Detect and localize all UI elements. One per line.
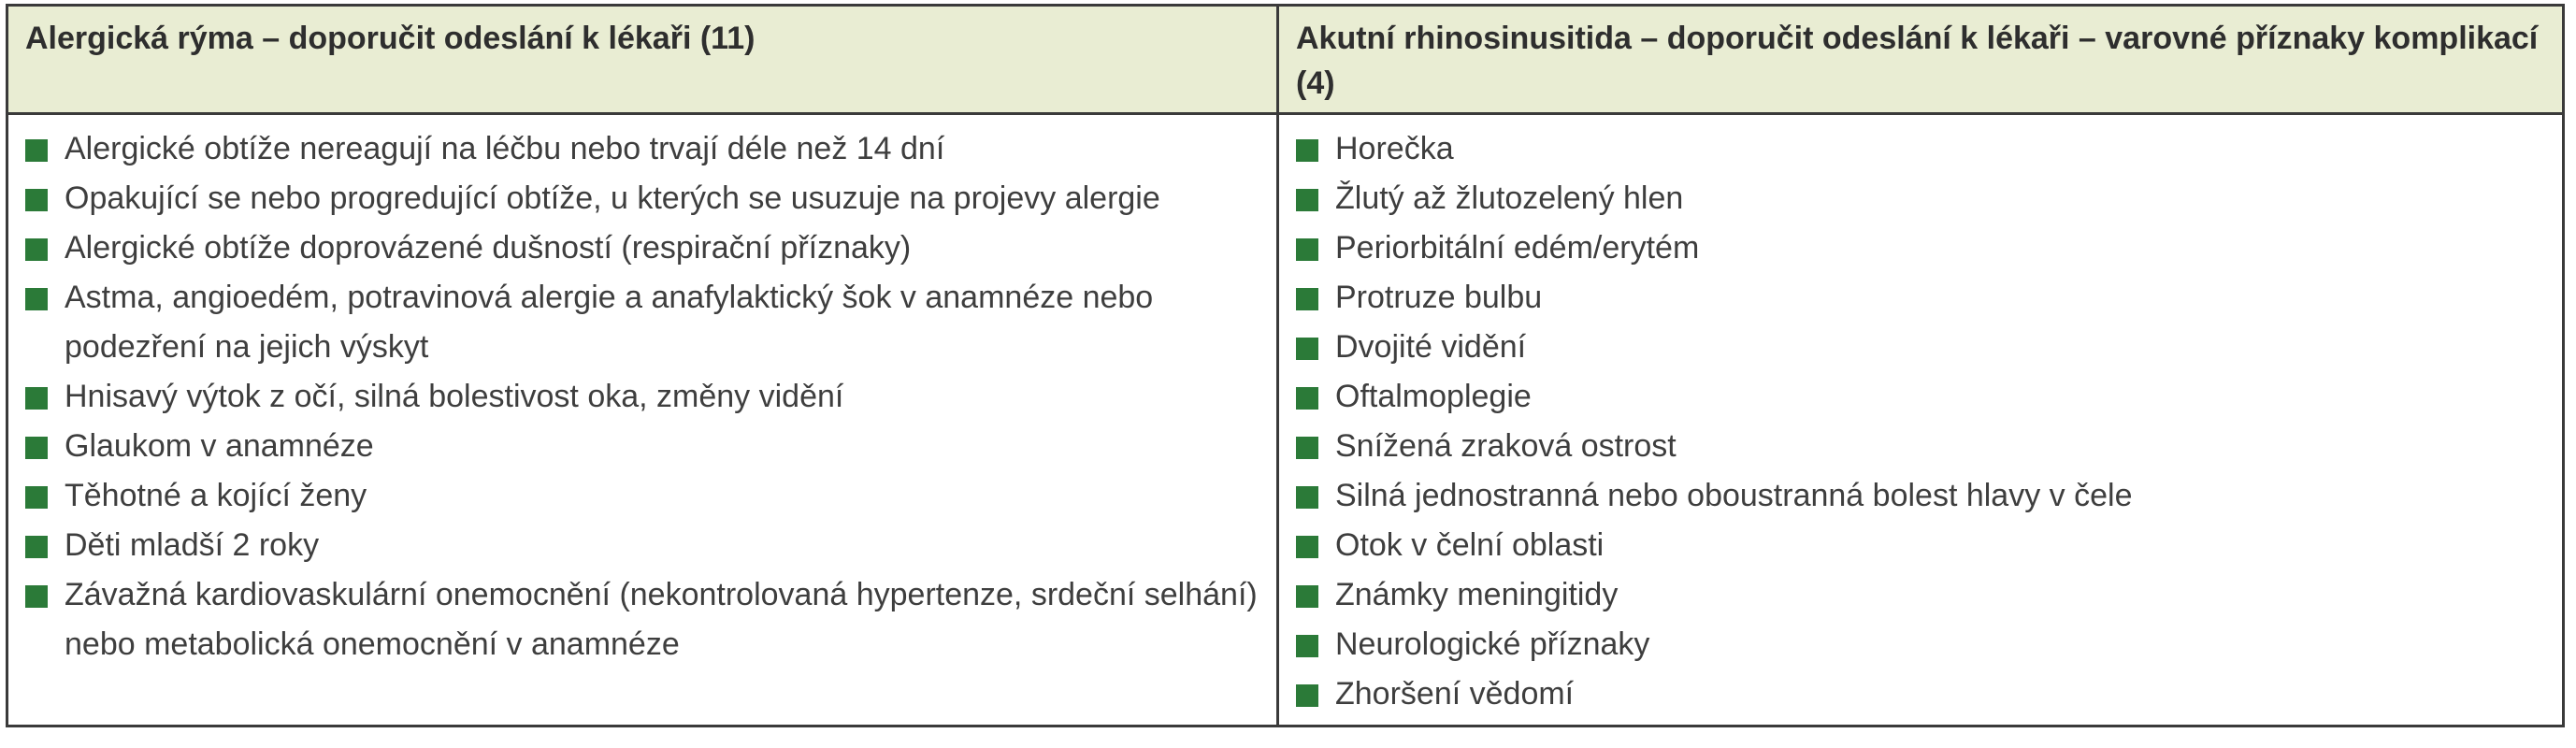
square-bullet-icon xyxy=(1296,288,1318,310)
square-bullet-icon xyxy=(25,139,48,162)
list-item-text: Těhotné a kojící ženy xyxy=(65,478,367,513)
square-bullet-icon xyxy=(1296,387,1318,410)
square-bullet-icon xyxy=(1296,585,1318,608)
list-item-text: Děti mladší 2 roky xyxy=(65,527,320,563)
square-bullet-icon xyxy=(25,238,48,261)
list-item-text: Glaukom v anamnéze xyxy=(65,428,374,464)
allergic-rhinitis-list-cell xyxy=(8,115,1279,725)
header-allergic-rhinitis-text: Alergická rýma – doporučit odeslání k lékaři (11) xyxy=(25,21,756,56)
square-bullet-icon xyxy=(25,437,48,459)
list-item xyxy=(1296,521,2553,570)
list-item-text: Otok v čelní oblasti xyxy=(1335,527,1605,563)
list-item-text: Opakující se nebo progredující obtíže, u kterých se usuzuje na projevy alergie xyxy=(65,180,1160,216)
list-item xyxy=(25,570,1267,669)
list-item xyxy=(25,372,1267,422)
allergic-rhinitis-list xyxy=(25,124,1267,669)
list-item-text: Zhoršení vědomí xyxy=(1335,676,1575,712)
list-item-text: Oftalmoplegie xyxy=(1335,379,1532,414)
list-item xyxy=(1296,372,2553,422)
list-item-text: Alergické obtíže nereagují na léčbu nebo trvají déle než 14 dní xyxy=(65,131,945,166)
referral-table xyxy=(6,4,2565,727)
list-item xyxy=(1296,422,2553,471)
list-item-text: Alergické obtíže doprovázené dušností (respirační příznaky) xyxy=(65,230,912,266)
list-item xyxy=(1296,669,2553,719)
list-item-text: Periorbitální edém/erytém xyxy=(1335,230,1700,266)
square-bullet-icon xyxy=(1296,486,1318,509)
list-item xyxy=(1296,174,2553,223)
list-item xyxy=(1296,323,2553,372)
list-item-text: Silná jednostranná nebo oboustranná bolest hlavy v čele xyxy=(1335,478,2133,513)
square-bullet-icon xyxy=(25,387,48,410)
header-allergic-rhinitis xyxy=(8,7,1279,115)
list-item xyxy=(1296,223,2553,273)
square-bullet-icon xyxy=(1296,189,1318,211)
square-bullet-icon xyxy=(1296,536,1318,558)
list-item-text: Astma, angioedém, potravinová alergie a anafylaktický šok v anamnéze nebo podezření na jejich výskyt xyxy=(65,280,1154,365)
list-item xyxy=(1296,273,2553,323)
list-item xyxy=(25,273,1267,372)
square-bullet-icon xyxy=(1296,635,1318,657)
square-bullet-icon xyxy=(25,189,48,211)
acute-rhinosinusitis-list-cell xyxy=(1279,115,2562,725)
square-bullet-icon xyxy=(1296,684,1318,707)
list-item-text: Neurologické příznaky xyxy=(1335,626,1650,662)
list-item xyxy=(1296,620,2553,669)
list-item-text: Snížená zraková ostrost xyxy=(1335,428,1677,464)
list-item xyxy=(25,471,1267,521)
list-item-text: Protruze bulbu xyxy=(1335,280,1543,315)
square-bullet-icon xyxy=(25,486,48,509)
square-bullet-icon xyxy=(25,585,48,608)
list-item-text: Horečka xyxy=(1335,131,1454,166)
header-acute-rhinosinusitis-text: Akutní rhinosinusitida – doporučit odeslání k lékaři – varovné příznaky komplikací (4) xyxy=(1296,21,2539,101)
square-bullet-icon xyxy=(25,536,48,558)
square-bullet-icon xyxy=(1296,139,1318,162)
acute-rhinosinusitis-list xyxy=(1296,124,2553,719)
list-item xyxy=(1296,570,2553,620)
list-item-text: Dvojité vidění xyxy=(1335,329,1527,365)
list-item-text: Hnisavý výtok z očí, silná bolestivost oka, změny vidění xyxy=(65,379,844,414)
list-item xyxy=(25,422,1267,471)
list-item xyxy=(25,174,1267,223)
list-item-text: Známky meningitidy xyxy=(1335,577,1619,612)
list-item-text: Závažná kardiovaskulární onemocnění (nekontrolovaná hypertenze, srdeční selhání) nebo metabolická onemocnění v anamnéze xyxy=(65,577,1258,662)
square-bullet-icon xyxy=(1296,338,1318,360)
list-item xyxy=(1296,124,2553,174)
list-item xyxy=(1296,471,2553,521)
list-item-text: Žlutý až žlutozelený hlen xyxy=(1335,180,1684,216)
square-bullet-icon xyxy=(25,288,48,310)
square-bullet-icon xyxy=(1296,238,1318,261)
list-item xyxy=(25,124,1267,174)
header-acute-rhinosinusitis xyxy=(1279,7,2562,115)
square-bullet-icon xyxy=(1296,437,1318,459)
list-item xyxy=(25,223,1267,273)
list-item xyxy=(25,521,1267,570)
